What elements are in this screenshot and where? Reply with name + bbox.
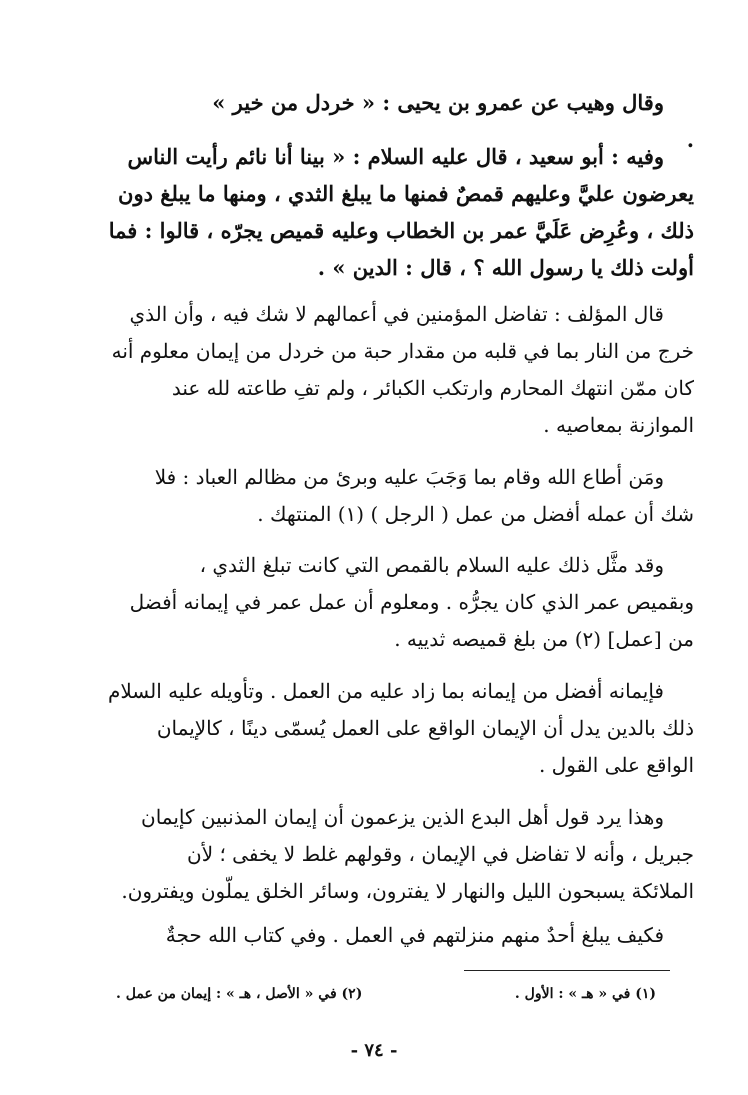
- text-line: فكيف يبلغ أحدٌ منهم منزلتهم في العمل . وفي كتاب الله حجةٌ: [165, 923, 664, 947]
- text-line: وفيه : أبو سعيد ، قال عليه السلام : « بينا أنا نائم رأيت الناس: [127, 144, 664, 169]
- text-line: الواقع على القول .: [538, 753, 694, 777]
- text-line: كان ممّن انتهك المحارم وارتكب الكبائر ، ولم تفِ طاعته لله عند: [171, 376, 694, 400]
- text-line: وقد مثَّل ذلك عليه السلام بالقمص التي كانت تبلغ الثدي ،: [199, 553, 664, 577]
- faith-as-religion-paragraph: [40, 673, 694, 784]
- text-line: أولت ذلك يا رسول الله ؟ ، قال : الدين » .: [317, 255, 694, 280]
- text-line: وهذا يرد قول أهل البدع الذين يزعمون أن إيمان المذنبين كإيمان: [141, 805, 664, 829]
- text-line: .: [686, 127, 694, 152]
- text-line: قال المؤلف : تفاضل المؤمنين في أعمالهم لا شك فيه ، وأن الذي: [129, 302, 664, 326]
- text-line: ومَن أطاع الله وقام بما وَجَبَ عليه وبرئ من مظالم العباد : فلا: [154, 465, 664, 489]
- footnotes: [116, 982, 656, 1006]
- author-commentary-paragraph: [40, 296, 694, 444]
- obedience-paragraph: [40, 459, 694, 533]
- text-line: فإيمانه أفضل من إيمانه بما زاد عليه من العمل . وتأويله عليه السلام: [107, 679, 664, 703]
- book-page: [40, 0, 708, 1095]
- text-line: جبريل ، وأنه لا تفاضل في الإيمان ، وقولهم غلط لا يخفى ؛ لأن: [187, 842, 694, 866]
- text-line: يعرضون عليَّ وعليهم قمصٌ فمنها ما يبلغ الثدي ، ومنها ما يبلغ دون: [118, 181, 694, 206]
- text-line: من [عمل] (٢) من بلغ قميصه ثدييه .: [394, 627, 694, 651]
- text-line: الموازنة بمعاصيه .: [543, 413, 694, 437]
- text-line: خرج من النار بما في قلبه من مقدار حبة من خردل من إيمان معلوم أنه: [111, 339, 694, 363]
- text-line: ذلك ، وعُرِض عَلَيَّ عمر بن الخطاب وعليه قميص يجرّه ، قالوا : فما: [108, 218, 694, 243]
- text-line: ذلك بالدين يدل أن الإيمان الواقع على العمل يُسمّى دينًا ، كالإيمان: [156, 716, 694, 740]
- text-line: وبقميص عمر الذي كان يجرُّه . ومعلوم أن عمل عمر في إيمانه أفضل: [129, 590, 694, 614]
- text-line: شك أن عمله أفضل من عمل ( الرجل ) (١) المنتهك .: [257, 502, 694, 526]
- footnote-divider: [464, 970, 670, 971]
- footnote-1: (١) في « هـ » : الأول .: [514, 986, 656, 1002]
- hadith-abu-said-paragraph: [40, 138, 694, 286]
- footnote-2: (٢) في « الأصل ، هـ » : إيمان من عمل .: [116, 986, 363, 1002]
- page-number: - ٧٤ -: [350, 1040, 398, 1061]
- text-line: وقال وهيب عن عمرو بن يحيى : « خردل من خير »: [212, 90, 664, 115]
- closing-paragraph: [40, 917, 694, 954]
- text-line: الملائكة يسبحون الليل والنهار لا يفترون، وسائر الخلق يملّون ويفترون.: [121, 879, 694, 903]
- innovators-rebuttal-paragraph: [40, 799, 694, 910]
- shirt-example-paragraph: [40, 547, 694, 658]
